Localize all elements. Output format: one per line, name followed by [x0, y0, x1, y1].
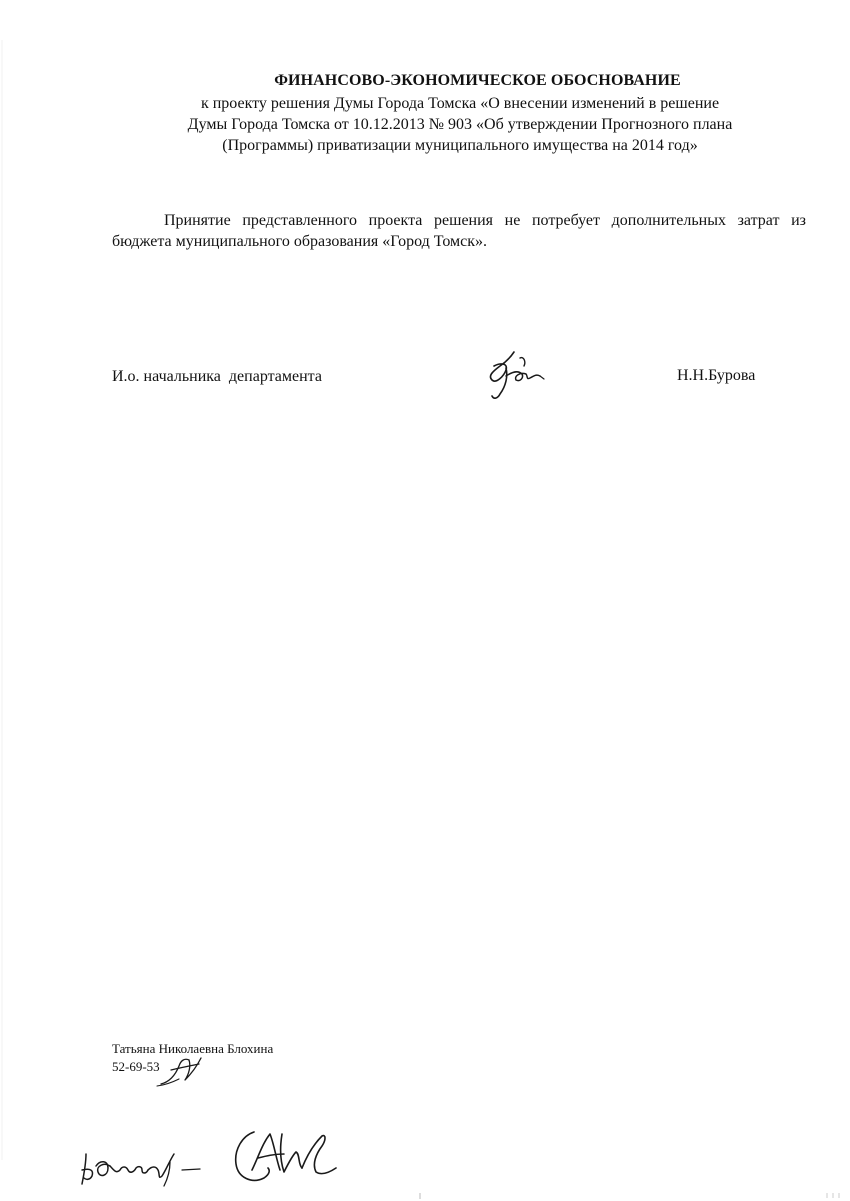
- signatory-name: Н.Н.Бурова: [677, 367, 756, 384]
- body-line: Принятие представленного проекта решения не потребует дополнительных затрат из: [164, 212, 806, 229]
- body-paragraph: [112, 210, 806, 252]
- body-line: бюджета муниципального образования «Город Томск».: [112, 233, 488, 250]
- head-signature: [484, 346, 554, 402]
- subtitle-line: (Программы) приватизации муниципального имущества на 2014 год»: [222, 137, 698, 154]
- subtitle-line: Думы Города Томска от 10.12.2013 № 903 «Об утверждении Прогнозного плана: [187, 116, 733, 133]
- approval-signature-2: [230, 1124, 340, 1190]
- document-subtitle: [150, 93, 770, 156]
- approval-signature-1: [78, 1140, 206, 1192]
- subtitle-line: к проекту решения Думы Города Томска «О внесении изменений в решение: [200, 95, 720, 112]
- executor-signature: [155, 1052, 210, 1088]
- document-title: ФИНАНСОВО-ЭКОНОМИЧЕСКОЕ ОБОСНОВАНИЕ: [274, 72, 681, 89]
- executor-phone: 52-69-53: [112, 1059, 160, 1074]
- signatory-position: И.о. начальника департамента: [112, 368, 322, 385]
- executor-name: Татьяна Николаевна Блохина: [112, 1041, 274, 1056]
